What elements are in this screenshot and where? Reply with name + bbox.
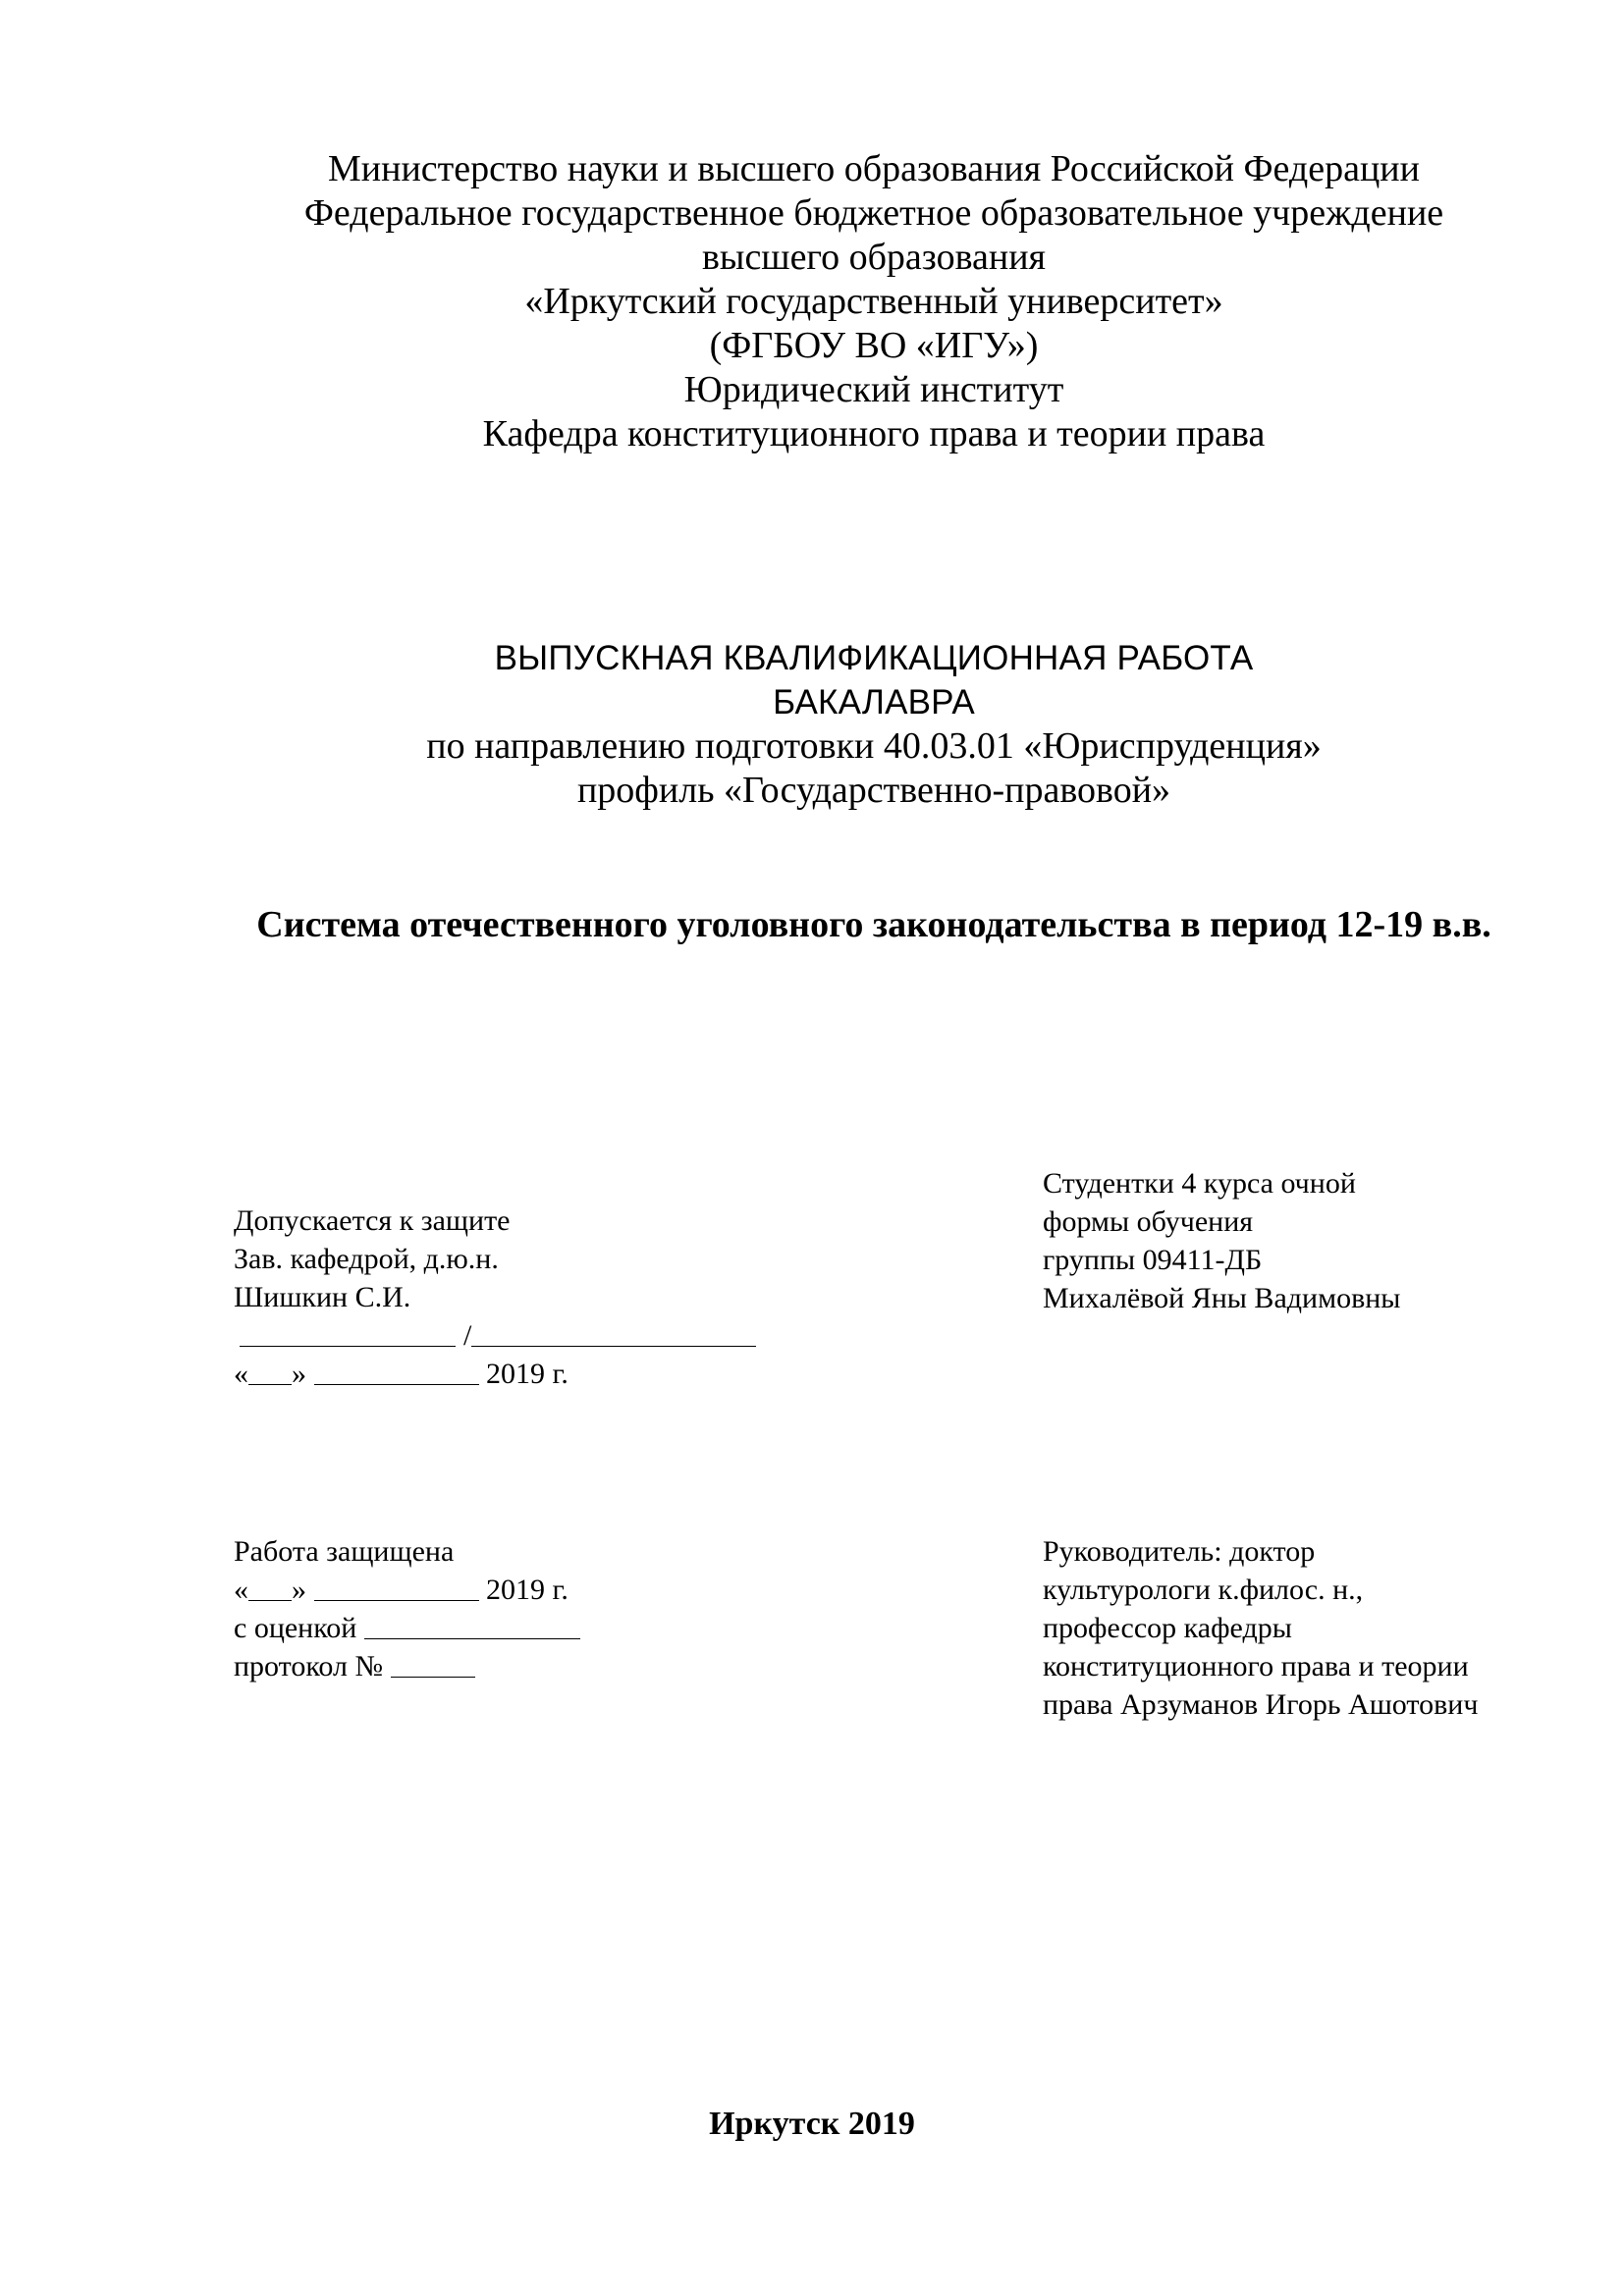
grade-label: с оценкой [234,1612,357,1644]
supervisor-title-line: Руководитель: доктор [1043,1535,1316,1568]
defense-label: Работа защищена [234,1535,455,1568]
education-level-line: высшего образования [701,237,1047,278]
work-title-block [236,636,1512,813]
month-blank [314,1575,479,1601]
institution-type-line: Федеральное государственное бюджетное образовательное учреждение [303,192,1444,234]
grade-line [234,1609,580,1647]
supervisor-name-line: права Арзуманов Игорь Ашотович [1043,1688,1479,1721]
name-blank [471,1320,756,1347]
city-year: Иркутск 2019 [709,2106,915,2142]
student-group-line: группы 09411-ДБ [1043,1244,1263,1276]
direction-line: по направлению подготовки 40.03.01 «Юриспруденция» [426,725,1322,767]
defense-year: 2019 г. [486,1574,568,1606]
signature-blank [240,1320,456,1347]
supervisor-position-line: профессор кафедры [1043,1612,1292,1644]
degree-line: БАКАЛАВРА [773,683,975,721]
admission-block [234,1201,756,1393]
supervisor-degree-line: культурологи к.филос. н., [1043,1574,1364,1606]
work-type-line: ВЫПУСКНАЯ КВАЛИФИКАЦИОННАЯ РАБОТА [494,639,1254,677]
thesis-topic: Система отечественного уголовного законодательства в период 12-19 в.в. [256,904,1491,945]
institution-header [236,147,1512,456]
day-blank [248,1359,292,1385]
ministry-line: Министерство науки и высшего образования Российской Федерации [328,148,1420,189]
quote-open: « [234,1574,248,1606]
admission-signature-line [234,1316,756,1355]
head-of-department-title: Зав. кафедрой, д.ю.н. [234,1243,499,1275]
protocol-label: протокол № [234,1650,384,1682]
head-of-department-name: Шишкин С.И. [234,1281,411,1313]
student-name-line: Михалёвой Яны Вадимовны [1043,1282,1401,1314]
profile-line: профиль «Государственно-правовой» [576,770,1171,811]
student-form-line: формы обучения [1043,1205,1254,1238]
supervisor-department-line: конституционного права и теории [1043,1650,1469,1682]
defense-date-line [234,1571,580,1609]
quote-close: » [292,1358,306,1390]
admission-year: 2019 г. [486,1358,568,1390]
admission-date-line [234,1355,756,1393]
quote-close: » [292,1574,306,1606]
grade-blank [364,1613,580,1639]
university-name-line: «Иркутский государственный университет» [524,281,1223,322]
student-block [1043,1164,1400,1317]
protocol-blank [391,1651,475,1678]
admission-label: Допускается к защите [234,1204,511,1237]
month-blank [314,1359,479,1385]
defense-block [234,1532,580,1685]
supervisor-block [1043,1532,1478,1724]
university-abbr-line: (ФГБОУ ВО «ИГУ») [709,325,1039,366]
student-course-line: Студентки 4 курса очной [1043,1167,1356,1200]
day-blank [248,1575,292,1601]
quote-open: « [234,1358,248,1390]
institute-line: Юридический институт [683,369,1064,410]
signature-slash: / [463,1319,472,1352]
department-line: Кафедра конституционного права и теории права [482,413,1266,454]
protocol-line [234,1647,580,1685]
